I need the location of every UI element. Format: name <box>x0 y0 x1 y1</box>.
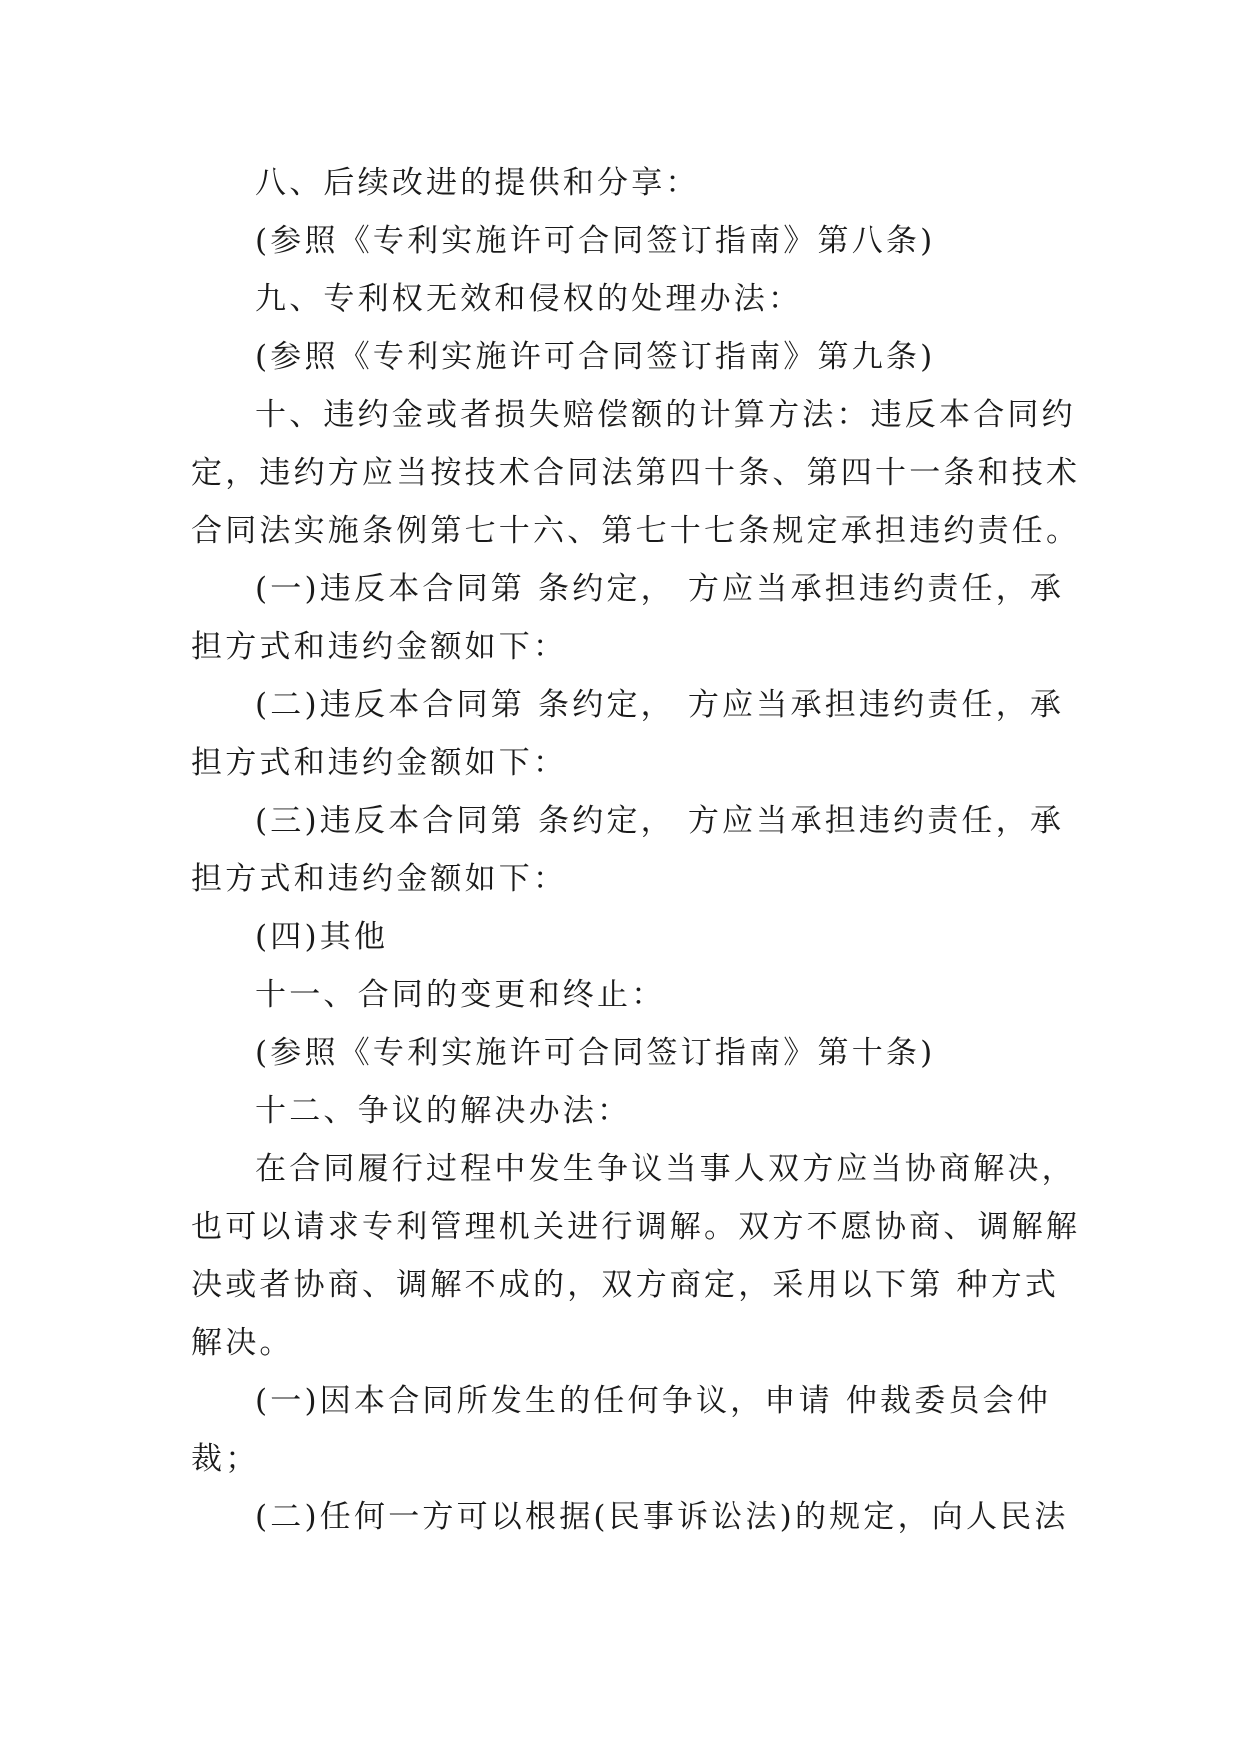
text-line: 决或者协商、调解不成的，双方商定，采用以下第 种方式 <box>191 1267 1060 1303</box>
text-line: 在合同履行过程中发生争议当事人双方应当协商解决， <box>255 1151 1076 1187</box>
text-line: (四)其他 <box>255 919 389 955</box>
text-line: 九、专利权无效和侵权的处理办法： <box>255 281 803 317</box>
text-line: 裁； <box>191 1441 260 1477</box>
text-line: 也可以请求专利管理机关进行调解。双方不愿协商、调解解 <box>191 1209 1081 1245</box>
text-line: (二)任何一方可以根据(民事诉讼法)的规定，向人民法 <box>255 1499 1069 1535</box>
text-line: (参照《专利实施许可合同签订指南》第十条) <box>255 1035 936 1071</box>
text-line: 担方式和违约金额如下： <box>191 745 568 781</box>
text-line: 担方式和违约金额如下： <box>191 861 568 897</box>
text-line: 十一、合同的变更和终止： <box>255 977 666 1013</box>
text-line: 担方式和违约金额如下： <box>191 629 568 665</box>
text-line: 八、后续改进的提供和分享： <box>255 165 700 201</box>
text-line: 合同法实施条例第七十六、第七十七条规定承担违约责任。 <box>191 513 1081 549</box>
text-line: (一)因本合同所发生的任何争议，申请 仲裁委员会仲 <box>255 1383 1052 1419</box>
text-line: (参照《专利实施许可合同签订指南》第九条) <box>255 339 936 375</box>
text-line: 解决。 <box>191 1325 294 1361</box>
text-line: (一)违反本合同第 条约定， 方应当承担违约责任，承 <box>255 571 1065 607</box>
text-line: 定，违约方应当按技术合同法第四十条、第四十一条和技术 <box>191 455 1081 491</box>
text-line: (二)违反本合同第 条约定， 方应当承担违约责任，承 <box>255 687 1065 723</box>
text-line: 十、违约金或者损失赔偿额的计算方法：违反本合同约 <box>255 397 1076 433</box>
text-line: (参照《专利实施许可合同签订指南》第八条) <box>255 223 936 259</box>
text-line: 十二、争议的解决办法： <box>255 1093 632 1129</box>
text-line: (三)违反本合同第 条约定， 方应当承担违约责任，承 <box>255 803 1065 839</box>
document-page <box>191 154 1081 1546</box>
